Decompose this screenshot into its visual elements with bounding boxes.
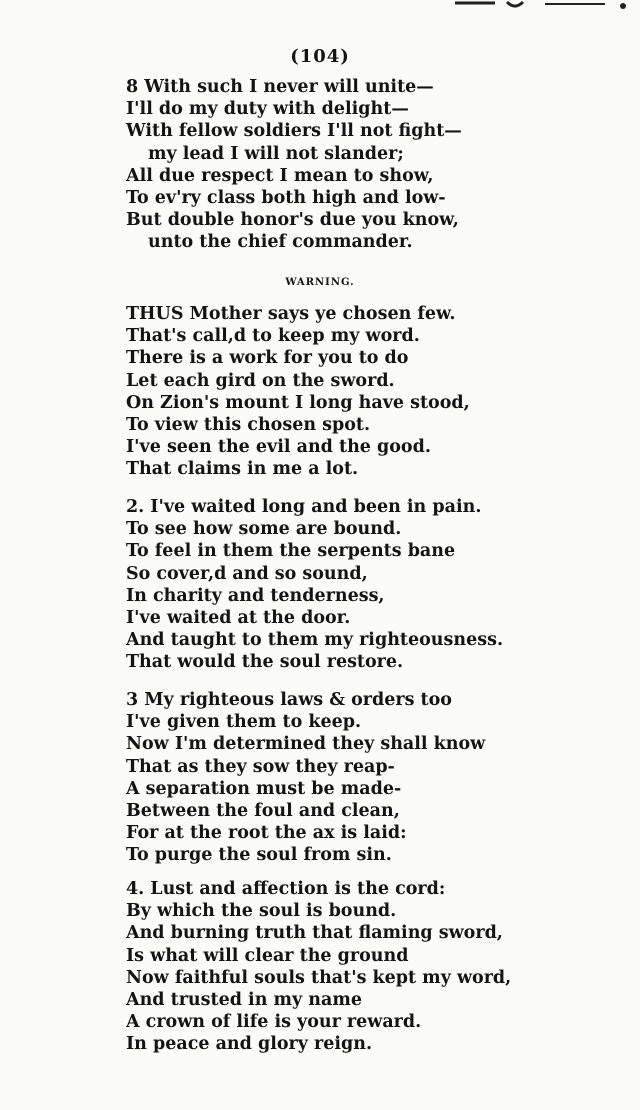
verse-line: unto the chief commander. — [148, 232, 413, 253]
verse-line: Now I'm determined they shall know — [126, 734, 486, 755]
stanza-2 — [126, 496, 546, 674]
stanza-number: 8 — [126, 77, 139, 97]
verse-line: To purge the soul from sin. — [126, 845, 392, 866]
stanza-number: 2. — [126, 497, 145, 517]
verse-line: So cover,d and so sound, — [126, 563, 368, 584]
verse-line: In charity and tenderness, — [126, 585, 385, 606]
verse-line: That would the soul restore. — [126, 652, 404, 673]
verse-line: I'll do my duty with delight— — [126, 99, 409, 120]
verse-line: Let each gird on the sword. — [126, 370, 395, 391]
stanza-1 — [126, 303, 546, 481]
verse-line: To ev'ry class both high and low- — [126, 187, 446, 208]
verse-line: For at the root the ax is laid: — [126, 823, 407, 844]
verse-line: I've given them to keep. — [126, 712, 362, 733]
verse-line: With fellow soldiers I'll not fight— — [126, 121, 462, 142]
stanza-4 — [126, 878, 546, 1056]
stanza-continued — [126, 76, 546, 254]
verse-line: Now faithful souls that's kept my word, — [126, 967, 512, 988]
verse-line: All due respect I mean to show, — [126, 165, 434, 186]
verse-line: To see how some are bound. — [126, 519, 402, 540]
verse-line: And burning truth that flaming sword, — [126, 923, 503, 944]
verse-line: Is what will clear the ground — [126, 945, 409, 966]
verse-line: On Zion's mount I long have stood, — [126, 392, 470, 413]
verse-line: 3 My righteous laws & orders too — [126, 690, 452, 710]
verse-line: And trusted in my name — [126, 989, 363, 1010]
verse-line: I've seen the evil and the good. — [126, 437, 431, 458]
verse-line: THUS Mother says ye chosen few. — [126, 304, 456, 324]
verse-line: That as they sow they reap- — [126, 756, 395, 777]
verse-line: 2. I've waited long and been in pain. — [126, 497, 482, 517]
stanza-number: 3 — [126, 690, 139, 710]
top-edge-ink-mark — [455, 0, 640, 16]
verse-line: But double honor's due you know, — [126, 210, 459, 231]
page-number: (104) — [290, 46, 350, 67]
stanza-3 — [126, 689, 546, 867]
verse-line: In peace and glory reign. — [126, 1034, 373, 1055]
verse-line: 8 With such I never will unite— — [126, 77, 434, 97]
verse-line: And taught to them my righteousness. — [126, 630, 504, 651]
section-heading: WARNING. — [285, 277, 355, 288]
verse-line: To feel in them the serpents bane — [126, 541, 456, 562]
verse-line: There is a work for you to do — [126, 348, 409, 369]
verse-line: That's call,d to keep my word. — [126, 326, 420, 347]
verse-line: 4. Lust and affection is the cord: — [126, 879, 446, 899]
stanza-number: 4. — [126, 879, 145, 899]
verse-line: Between the foul and clean, — [126, 800, 400, 821]
verse-line: my lead I will not slander; — [148, 143, 404, 164]
verse-line: By which the soul is bound. — [126, 901, 397, 922]
verse-line: A separation must be made- — [126, 778, 402, 799]
verse-line: A crown of life is your reward. — [126, 1012, 422, 1033]
verse-line: I've waited at the door. — [126, 607, 351, 628]
verse-line: That claims in me a lot. — [126, 459, 359, 480]
verse-line: To view this chosen spot. — [126, 414, 371, 435]
